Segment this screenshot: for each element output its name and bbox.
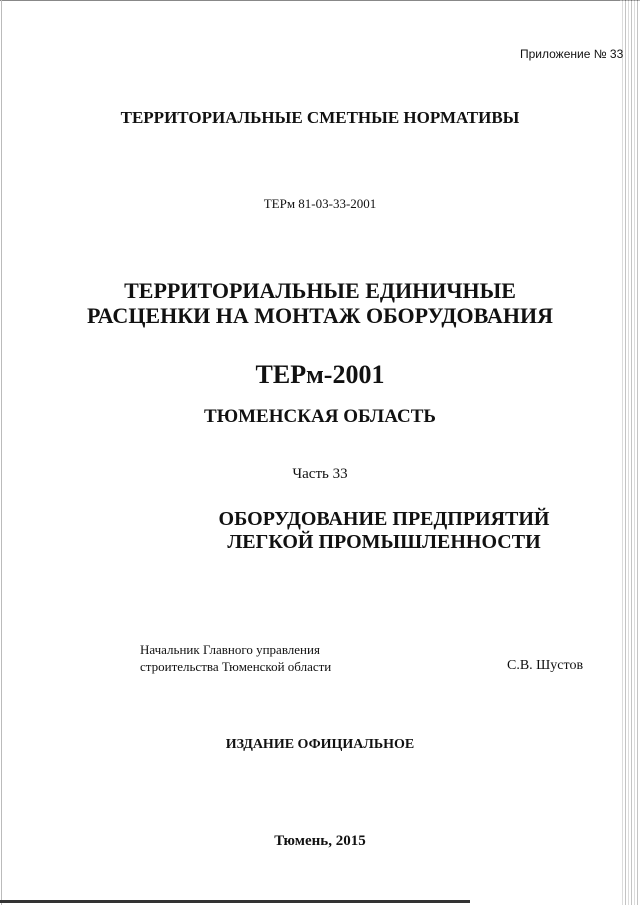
part-number: Часть 33 [292,466,348,482]
signatory-name: С.В. Шустов [507,658,584,673]
scan-bottom-edge [0,900,470,903]
appendix-label: Приложение № 33 [520,47,624,61]
scan-left-edge [1,0,2,905]
short-title: ТЕРм-2001 [255,360,385,389]
scan-right-edge-noise [620,0,640,905]
signatory-position-line-2: строительства Тюменской области [140,659,332,674]
region: ТЮМЕНСКАЯ ОБЛАСТЬ [204,406,436,427]
header-title: ТЕРРИТОРИАЛЬНЫЕ СМЕТНЫЕ НОРМАТИВЫ [120,108,520,127]
main-title-line-1: ТЕРРИТОРИАЛЬНЫЕ ЕДИНИЧНЫЕ [124,278,516,303]
main-title-line-2: РАСЦЕНКИ НА МОНТАЖ ОБОРУДОВАНИЯ [87,303,553,328]
main-title [0,278,640,328]
edition-label: ИЗДАНИЕ ОФИЦИАЛЬНОЕ [225,737,415,752]
part-title-line-2: ЛЕГКОЙ ПРОМЫШЛЕННОСТИ [227,531,541,553]
part-title-line-1: ОБОРУДОВАНИЕ ПРЕДПРИЯТИЙ [218,508,550,530]
place-and-year: Тюмень, 2015 [274,833,366,849]
signatory-position-line-1: Начальник Главного управления [140,642,320,657]
part-title [214,508,554,554]
scan-top-edge [0,0,640,1]
document-code: ТЕРм 81-03-33-2001 [263,196,377,211]
signatory-position [140,641,331,675]
